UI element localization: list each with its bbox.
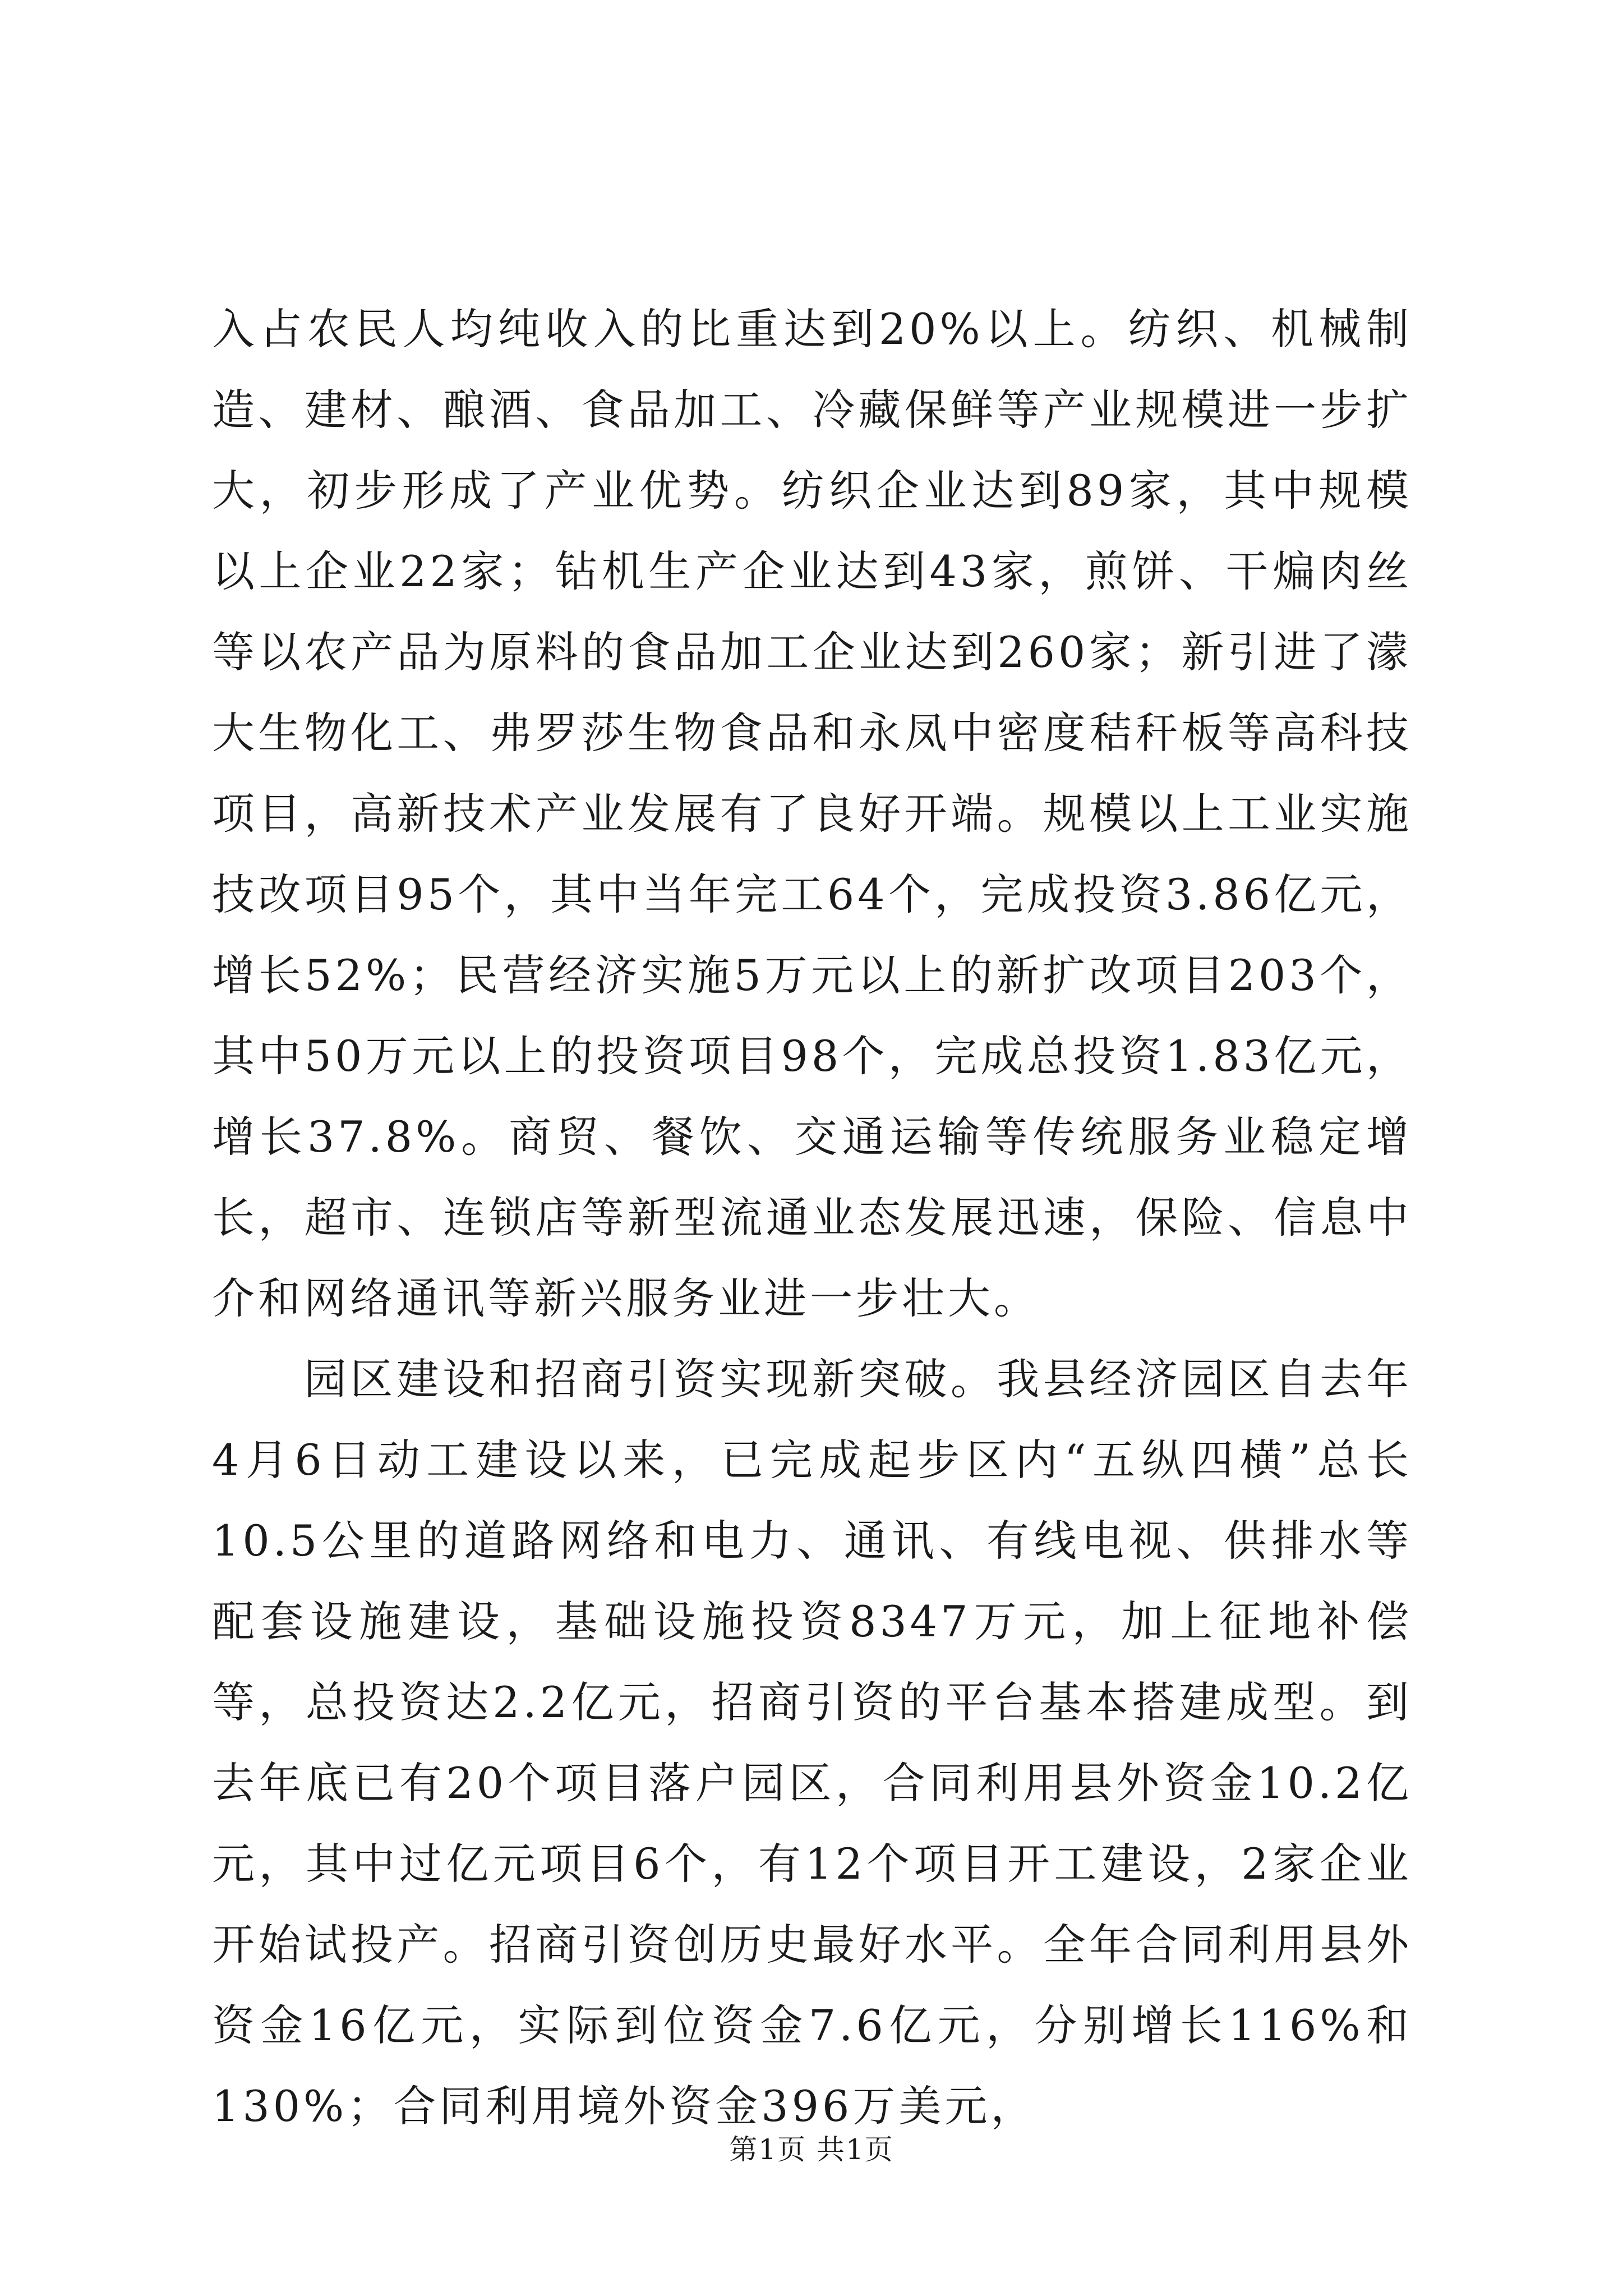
page-footer: 第1页 共1页 — [729, 2133, 894, 2166]
paragraph-2: 园区建设和招商引资实现新突破。我县经济园区自去年4月6日动工建设以来，已完成起步区内“五纵四横”总长10.5公里的道路网络和电力、通讯、有线电视、供排水等配套设施建设，基础设施投资8347万元，加上征地补偿等，总投资达2.2亿元，招商引资的平台基本搭建成型。到去年底已有20个项目落户园区，合同利用县外资金10.2亿元，其中过亿元项目6个，有12个项目开工建设，2家企业开始试投产。招商引资创历史最好水平。全年合同利用县外资金16亿元，实际到位资金7.6亿元，分别增长116%和130%；合同利用境外资金396万美元， — [212, 1354, 1412, 2131]
paragraph-1: 入占农民人均纯收入的比重达到20%以上。纺织、机械制造、建材、酿酒、食品加工、冷藏保鲜等产业规模进一步扩大，初步形成了产业优势。纺织企业达到89家，其中规模以上企业22家；钻机生产企业达到43家，煎饼、干煸肉丝等以农产品为原料的食品加工企业达到260家；新引进了濛大生物化工、弗罗莎生物食品和永凤中密度秸秆板等高科技项目，高新技术产业发展有了良好开端。规模以上工业实施技改项目95个，其中当年完工64个，完成投资3.86亿元，增长52%；民营经济实施5万元以上的新扩改项目203个，其中50万元以上的投资项目98个，完成总投资1.83亿元，增长37.8%。商贸、餐饮、交通运输等传统服务业稳定增长，超市、连锁店等新型流通业态发展迅速，保险、信息中介和网络通讯等新兴服务业进一步壮大。 — [212, 304, 1412, 1323]
document-body — [212, 289, 1412, 2147]
